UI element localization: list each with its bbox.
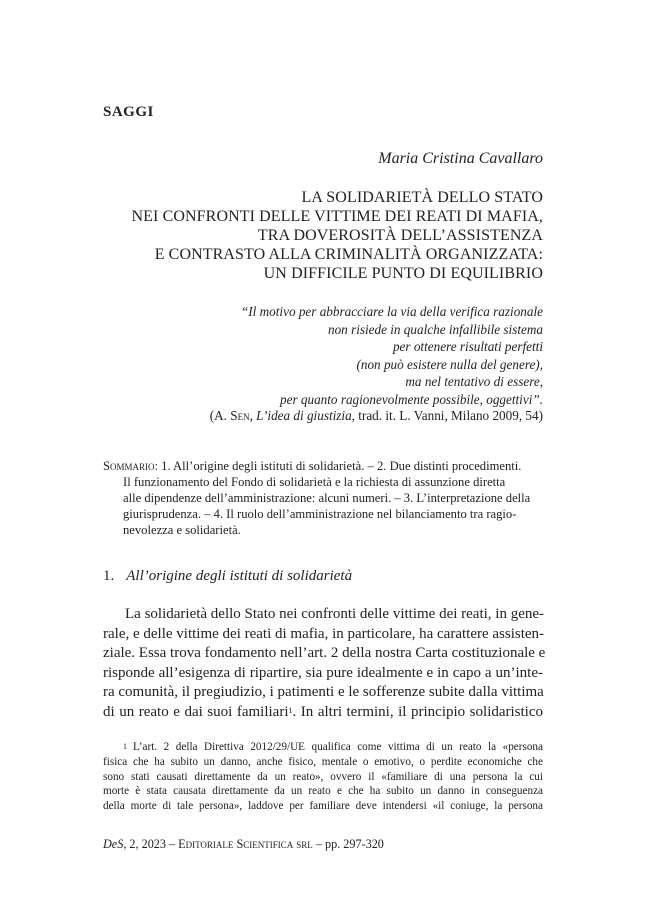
- epigraph-line: per quanto ragionevolmente possibile, oggettivi”.: [280, 391, 543, 407]
- article-author: Maria Cristina Cavallaro: [378, 150, 543, 167]
- footnote-line: sono stati causati direttamente da un reato», ovvero il «familiare di una persona la cui: [103, 770, 543, 783]
- title-line: NEI CONFRONTI DELLE VITTIME DEI REATI DI MAFIA,: [131, 208, 543, 225]
- body-line-text: di un reato e dai suoi familiari: [103, 703, 289, 720]
- epigraph-line: ma nel tentativo di essere,: [405, 374, 543, 389]
- title-line: UN DIFFICILE PUNTO DI EQUILIBRIO: [263, 265, 543, 282]
- body-line: di un reato e dai suoi familiari$^1$. In altri termini, il principio solidaristico: [103, 703, 544, 720]
- title-line: TRA DOVEROSITÀ DELL’ASSISTENZA: [257, 227, 543, 244]
- body-line: risponde all’esigenza di ripartire, sia pure idealmente e in capo a un’inte-: [103, 664, 543, 681]
- footnote-line: fisica che ha subito un danno, anche fisico, mentale o emotivo, o perdite economiche che: [103, 755, 543, 768]
- summary-line: Il funzionamento del Fondo di solidarietà e la richiesta di assunzione diretta: [123, 475, 506, 489]
- epigraph-line: (non può esistere nulla del genere),: [356, 356, 543, 372]
- body-line: La solidarietà dello Stato nei confronti delle vittime dei reati, in gene-: [125, 606, 545, 622]
- footnote: [103, 740, 543, 814]
- title-line: E CONTRASTO ALLA CRIMINALITÀ ORGANIZZATA:: [154, 246, 543, 263]
- epigraph-source-open: (A.: [209, 408, 231, 423]
- title-line: LA SOLIDARIETÀ DELLO STATO: [301, 189, 543, 206]
- summary-line: giurisprudenza. – 4. Il ruolo dell’amministrazione nel bilanciamento tra ragio-: [123, 507, 517, 521]
- footnote-text: L’art. 2 della Direttiva 2012/29/UE qualifica come vittima di un reato la «persona: [133, 741, 543, 753]
- epigraph-source: [210, 408, 543, 424]
- section-number: 1.: [103, 568, 115, 584]
- summary-label: Sommario: [103, 459, 155, 473]
- epigraph-line: “Il motivo per abbracciare la via della verifica razionale: [240, 304, 543, 319]
- summary: [103, 458, 543, 538]
- footnote-line: [103, 740, 543, 755]
- body-line-text: In altri termini, il principio solidaristico: [300, 703, 544, 720]
- journal-name: DeS: [103, 837, 124, 851]
- journal-issue: , 2, 2023 –: [123, 837, 179, 851]
- epigraph: [123, 303, 543, 408]
- section-heading: [103, 568, 352, 585]
- epigraph-line: non risiede in qualche infallibile sistema: [327, 321, 543, 337]
- body-line: rale, e delle vittime dei reati di mafia, in particolare, ha carattere assisten-: [103, 625, 545, 642]
- summary-line: nevolezza e solidarietà.: [123, 523, 241, 537]
- footnote-line: della morte di tale persona», laddove per familiare deve intendersi «il coniuge, la persona: [103, 800, 543, 813]
- page-range: – pp. 297-320: [312, 837, 384, 851]
- footnote-mark: 1: [123, 742, 127, 751]
- footnote-line: morte è stata causata direttamente da un reato e che ha subito un danno in conseguenza: [103, 785, 543, 798]
- epigraph-source-rest: , trad. it. L. Vanni, Milano 2009, 54): [351, 408, 543, 423]
- epigraph-source-sep: ,: [249, 408, 257, 423]
- summary-line: [103, 458, 543, 474]
- section-title: All’origine degli istituti di solidarietà: [126, 568, 353, 584]
- epigraph-line: per ottenere risultati perfetti: [392, 339, 543, 354]
- epigraph-source-work: L’idea di giustizia: [256, 408, 352, 423]
- epigraph-source-author: Sen: [230, 408, 250, 423]
- article-title: [83, 188, 543, 283]
- page-footer: [103, 837, 384, 852]
- body-line: ra comunità, il pregiudizio, i patimenti e le sofferenze subite dalla vittima: [103, 684, 544, 701]
- summary-text: : 1. All’origine degli istituti di solidarietà. – 2. Due distinti procedimenti.: [154, 459, 522, 473]
- body-paragraph: [103, 605, 546, 723]
- footnote-reference[interactable]: 1: [288, 705, 293, 715]
- body-line: ziale. Essa trova fondamento nell’art. 2 della nostra Carta costituzionale e: [103, 645, 546, 662]
- publisher-name: Editoriale Scientifica srl: [178, 837, 313, 851]
- summary-line: alle dipendenze dell’amministrazione: alcuni numeri. – 3. L’interpretazione della: [123, 491, 531, 505]
- section-label: SAGGI: [103, 104, 154, 120]
